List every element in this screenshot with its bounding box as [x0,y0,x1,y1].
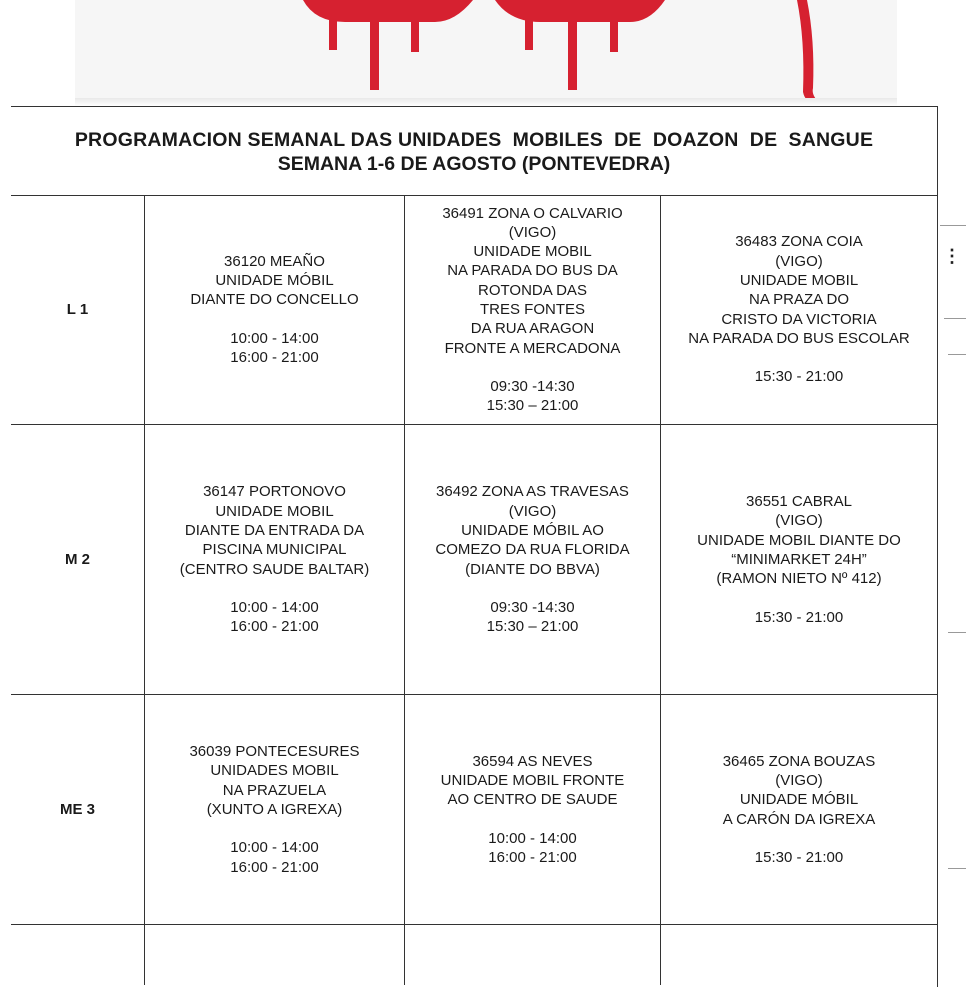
location-line: NA PRAZA DO [748,291,850,309]
time-slot: 16:00 - 21:00 [230,858,319,876]
time-slot: 16:00 - 21:00 [230,348,319,366]
location-line: 36039 PONTECESURES [189,743,360,761]
schedule-title [11,107,937,196]
location-line: 36147 PORTONOVO [203,483,346,501]
location-line: 36483 ZONA COIA [735,233,863,251]
location-line: AO CENTRO DE SAUDE [447,791,618,809]
empty-cell [145,925,405,985]
empty-cell [11,925,145,985]
day-label: ME 3 [11,695,145,924]
day-label: M 2 [11,425,145,694]
location-line: DIANTE DA ENTRADA DA [184,522,365,540]
edge-line [940,225,966,226]
location-line: COMEZO DA RUA FLORIDA [435,541,630,559]
time-slot: 10:00 - 14:00 [230,839,319,857]
empty-cell [661,925,937,985]
location-cell [661,425,937,694]
edge-line [948,632,966,633]
location-line: (XUNTO A IGREXA) [206,801,343,818]
location-line: UNIDADE MOBIL [473,243,592,261]
location-line: (VIGO) [508,502,557,520]
time-slot: 16:00 - 21:00 [230,618,319,636]
schedule-row [11,195,937,425]
location-cell [661,195,937,424]
edge-mark: ⋮ [943,246,961,266]
location-line: 36465 ZONA BOUZAS [722,752,876,770]
location-line: CRISTO DA VICTORIA [721,310,877,328]
time-slot: 15:30 – 21:00 [486,397,579,415]
edge-line [944,318,966,319]
location-line: “MINIMARKET 24H” [731,551,867,568]
location-line: NA PARADA DO BUS ESCOLAR [688,329,910,347]
location-cell [145,195,405,424]
location-line: (VIGO) [775,772,823,790]
location-line: FRONTE A MERCADONA [444,339,621,357]
time-slot: 16:00 - 21:00 [488,848,577,866]
time-slot: 15:30 - 21:00 [754,848,844,866]
banner-shadow [75,98,897,106]
location-line: UNIDADE MOBIL [739,272,859,290]
location-line: (RAMON NIETO Nº 412) [716,570,882,588]
location-line: UNIDADE MÓBIL AO [461,522,604,540]
location-cell [145,695,405,924]
location-line: UNIDADE MÓBIL [215,272,334,290]
time-slot: 15:30 – 21:00 [486,618,579,636]
time-slot: 10:00 - 14:00 [488,829,577,847]
location-line: (CENTRO SAUDE BALTAR) [179,560,370,578]
time-slot: 10:00 - 14:00 [230,329,319,347]
location-line: UNIDADE MOBIL DIANTE DO [697,531,901,549]
title-line-2: SEMANA 1-6 DE AGOSTO (PONTEVEDRA) [277,153,671,175]
location-line: UNIDADES MOBIL [210,762,339,780]
location-cell [405,195,661,424]
edge-line [948,354,966,355]
location-line: (VIGO) [508,223,557,241]
time-slot: 10:00 - 14:00 [230,598,319,616]
location-line: ROTONDA DAS [478,281,587,299]
blood-drops-logo [75,0,897,104]
location-line: TRES FONTES [479,301,585,318]
location-line: 36491 ZONA O CALVARIO [442,204,623,222]
time-slot: 09:30 -14:30 [490,377,575,395]
schedule-sheet [11,106,938,987]
location-line: UNIDADE MÓBIL [739,791,859,809]
location-line: DIANTE DO CONCELLO [190,291,359,309]
location-line: UNIDADE MOBIL [215,502,334,520]
location-line: UNIDADE MOBIL FRONTE [440,772,625,790]
location-line: 36492 ZONA AS TRAVESAS [436,483,629,501]
location-line: A CARÓN DA IGREXA [722,810,876,828]
empty-cell [405,925,661,985]
location-line: PISCINA MUNICIPAL [202,541,347,559]
location-cell [145,425,405,694]
time-slot: 15:30 - 21:00 [754,368,844,386]
time-slot: 15:30 - 21:00 [754,608,844,626]
location-line: (VIGO) [775,512,823,530]
day-label: L 1 [11,195,145,424]
edge-line [948,868,966,869]
location-line: (DIANTE DO BBVA) [465,560,600,578]
location-line: NA PARADA DO BUS DA [447,262,618,280]
schedule-row-partial [11,925,937,985]
location-line: 36120 MEAÑO [224,252,325,270]
location-line: 36551 CABRAL [746,493,852,511]
schedule-row [11,425,937,695]
location-cell [405,425,661,694]
location-line: DA RUA ARAGON [470,320,595,338]
location-cell [661,695,937,924]
time-slot: 09:30 -14:30 [490,598,575,616]
location-line: (VIGO) [775,252,823,270]
schedule-row [11,695,937,925]
title-line-1: PROGRAMACION SEMANAL DAS UNIDADES MOBILES DE DOAZON DE SANGUE [74,129,874,151]
location-line: NA PRAZUELA [222,781,327,799]
header-banner [75,0,897,104]
location-cell [405,695,661,924]
location-line: 36594 AS NEVES [472,752,593,770]
